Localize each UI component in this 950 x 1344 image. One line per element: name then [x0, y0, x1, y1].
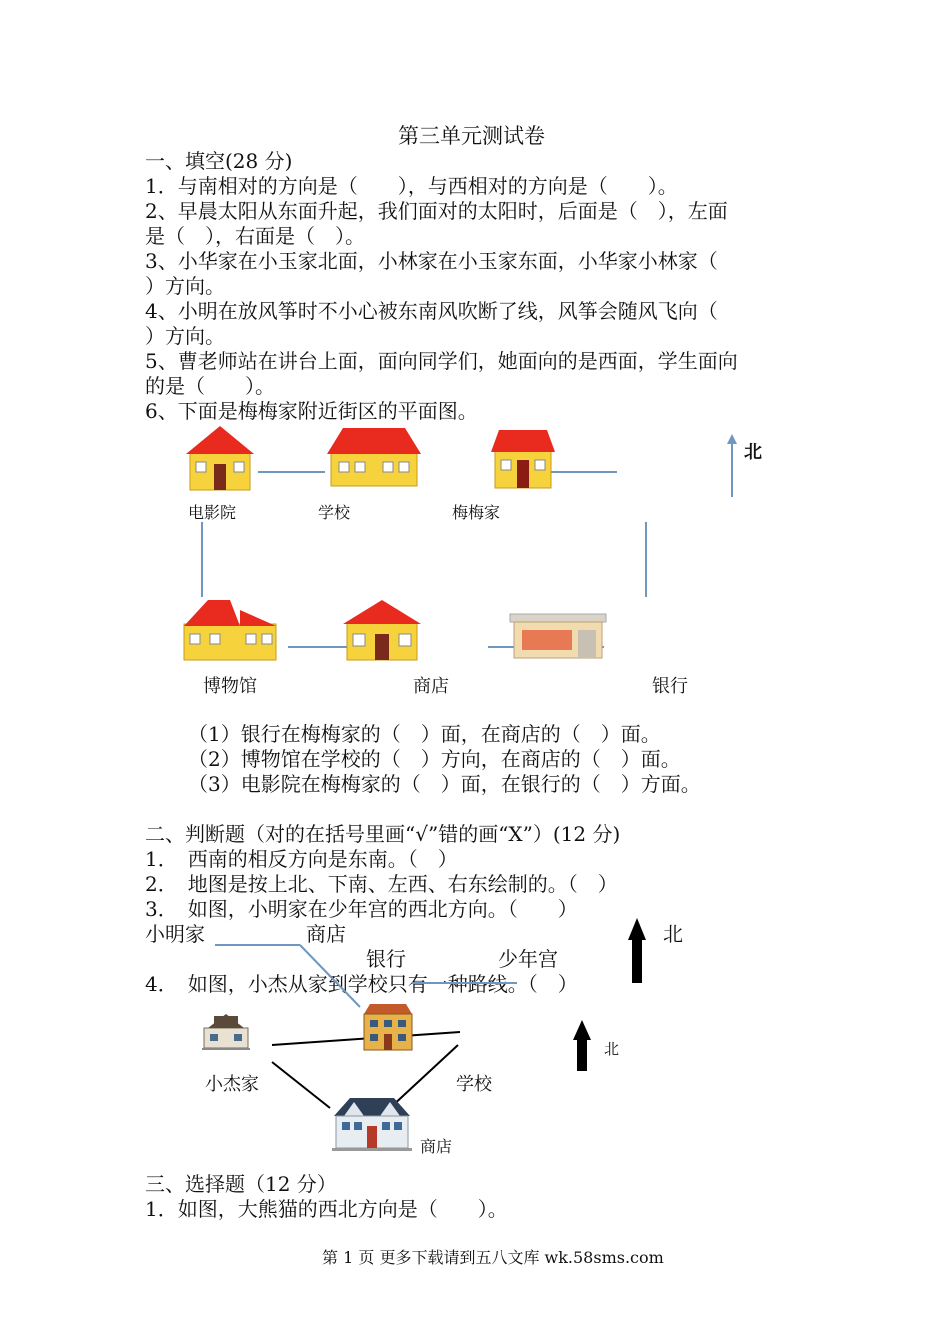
school-building-icon: [360, 1002, 416, 1052]
map-label-school: 学校: [318, 503, 351, 522]
fig4-north-label: 北: [604, 1040, 620, 1058]
judge-item: 1． 西南的相反方向是东南。（ ）: [145, 847, 458, 871]
map-label-meimei-home: 梅梅家: [452, 503, 501, 522]
page-title: 第三单元测试卷: [398, 124, 545, 148]
subquestion: （2）博物馆在学校的（ ）方向，在商店的（ ）面。: [188, 747, 681, 771]
fig4-label-shop: 商店: [420, 1137, 453, 1156]
question-line: 2、早晨太阳从东面升起，我们面对的太阳时，后面是（ ），左面: [145, 199, 728, 223]
choice-item: 1．如图，大熊猫的西北方向是（ ）。: [145, 1197, 508, 1221]
question-line: ）方向。: [145, 324, 225, 348]
question-line: 3、小华家在小玉家北面，小林家在小玉家东面，小华家小林家（: [145, 249, 718, 273]
section3-heading: 三、选择题（12 分）: [145, 1172, 337, 1196]
map-label-bank: 银行: [652, 676, 688, 697]
judge-item: 2． 地图是按上北、下南、左西、右东绘制的。（ ）: [145, 872, 618, 896]
question-line: 是（ ），右面是（ ）。: [145, 224, 365, 248]
subquestion: （1）银行在梅梅家的（ ）面，在商店的（ ）面。: [188, 722, 661, 746]
judge-item-4: 4． 如图，小杰从家到学校只有一种路线。（ ）: [145, 972, 578, 996]
question-line: 的是（ ）。: [145, 374, 275, 398]
question-line: 1．与南相对的方向是（ ），与西相对的方向是（ ）。: [145, 174, 678, 198]
question-line: 5、曹老师站在讲台上面，面向同学们，她面向的是西面，学生面向: [145, 349, 738, 373]
question-line: 6、下面是梅梅家附近街区的平面图。: [145, 399, 478, 423]
north-label: 北: [744, 442, 762, 463]
fig3-north-label: 北: [663, 922, 683, 946]
question-line: ）方向。: [145, 274, 225, 298]
fig4-label-xiaojie-home: 小杰家: [205, 1074, 259, 1095]
map-label-cinema: 电影院: [188, 503, 237, 522]
map-label-museum: 博物馆: [203, 676, 257, 697]
map-label-shop: 商店: [413, 676, 449, 697]
shop-building-icon: [330, 1094, 414, 1152]
question-line: 4、小明在放风筝时不小心被东南风吹断了线，风筝会随风飞向（: [145, 299, 718, 323]
subquestion: （3）电影院在梅梅家的（ ）面，在银行的（ ）方面。: [188, 772, 701, 796]
page-footer: 第 1 页 更多下载请到五八文库 wk.58sms.com: [322, 1248, 664, 1267]
section2-heading: 二、判断题（对的在括号里画“√”错的画“X”）(12 分): [145, 822, 621, 846]
judge-item: 3． 如图，小明家在少年宫的西北方向。（ ）: [145, 897, 578, 921]
fig4-label-school: 学校: [456, 1074, 492, 1095]
fig3-label-shop: 商店: [306, 922, 346, 946]
section1-heading: 一、填空(28 分): [145, 149, 293, 173]
fig3-label-xiaoming-home: 小明家: [145, 922, 205, 946]
fig3-label-youth-palace: 少年宫: [498, 947, 558, 971]
xiaojie-home-icon: [200, 1008, 252, 1050]
fig3-label-bank: 银行: [366, 947, 406, 971]
